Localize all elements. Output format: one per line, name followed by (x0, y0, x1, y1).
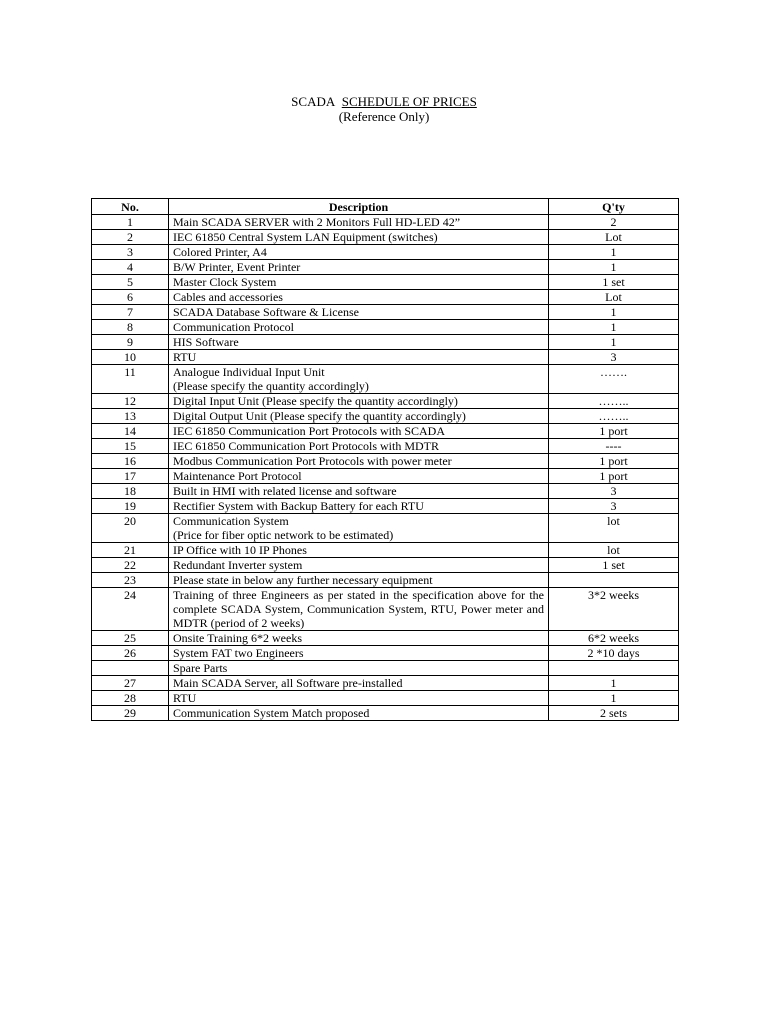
row-quantity: lot (549, 543, 679, 558)
row-quantity: 1 (549, 691, 679, 706)
row-description: B/W Printer, Event Printer (169, 260, 549, 275)
row-number: 14 (92, 424, 169, 439)
row-quantity: 3 (549, 499, 679, 514)
row-number: 17 (92, 469, 169, 484)
title-main: SCHEDULE OF PRICES (341, 94, 477, 109)
table-row (92, 484, 679, 499)
table-row (92, 424, 679, 439)
row-number: 7 (92, 305, 169, 320)
row-description: IP Office with 10 IP Phones (169, 543, 549, 558)
table-row (92, 215, 679, 230)
table-row (92, 499, 679, 514)
row-quantity: Lot (549, 290, 679, 305)
row-quantity: 6*2 weeks (549, 631, 679, 646)
table-header-row (92, 199, 679, 215)
title-block (0, 94, 768, 124)
row-number: 28 (92, 691, 169, 706)
row-description: Digital Output Unit (Please specify the quantity accordingly) (169, 409, 549, 424)
row-quantity: lot (549, 514, 679, 543)
header-qty: Q'ty (549, 199, 679, 215)
row-description: IEC 61850 Central System LAN Equipment (switches) (169, 230, 549, 245)
row-quantity: 1 (549, 335, 679, 350)
row-description: System FAT two Engineers (169, 646, 549, 661)
row-description: IEC 61850 Communication Port Protocols with MDTR (169, 439, 549, 454)
row-quantity (549, 573, 679, 588)
row-description: Colored Printer, A4 (169, 245, 549, 260)
row-description: Main SCADA SERVER with 2 Monitors Full HD-LED 42” (169, 215, 549, 230)
row-number: 8 (92, 320, 169, 335)
header-no: No. (92, 199, 169, 215)
row-quantity: 3 (549, 350, 679, 365)
row-quantity: 1 (549, 305, 679, 320)
title-prefix: SCADA (291, 94, 336, 109)
row-quantity: …….. (549, 394, 679, 409)
row-quantity: 3 (549, 484, 679, 499)
table-row (92, 454, 679, 469)
row-quantity: ---- (549, 439, 679, 454)
row-number: 12 (92, 394, 169, 409)
row-number: 4 (92, 260, 169, 275)
table-row (92, 335, 679, 350)
row-number: 6 (92, 290, 169, 305)
table-row (92, 558, 679, 573)
row-description: SCADA Database Software & License (169, 305, 549, 320)
row-number: 25 (92, 631, 169, 646)
row-number: 5 (92, 275, 169, 290)
header-description: Description (169, 199, 549, 215)
table-row (92, 588, 679, 631)
row-quantity: ……. (549, 365, 679, 394)
row-quantity: …….. (549, 409, 679, 424)
table-row (92, 409, 679, 424)
table-row (92, 230, 679, 245)
row-number: 10 (92, 350, 169, 365)
row-quantity: 3*2 weeks (549, 588, 679, 631)
row-quantity: 1 set (549, 275, 679, 290)
page-title (0, 94, 768, 109)
row-number: 24 (92, 588, 169, 631)
row-number: 13 (92, 409, 169, 424)
row-number: 3 (92, 245, 169, 260)
page-subtitle: (Reference Only) (338, 109, 430, 124)
row-number: 22 (92, 558, 169, 573)
row-number: 18 (92, 484, 169, 499)
row-number: 20 (92, 514, 169, 543)
row-description: IEC 61850 Communication Port Protocols with SCADA (169, 424, 549, 439)
row-number: 1 (92, 215, 169, 230)
row-number: 15 (92, 439, 169, 454)
row-description: Training of three Engineers as per stated in the specification above for the complete SCADA System, Communication System, RTU, Power meter and MDTR (period of 2 weeks) (169, 588, 549, 631)
row-quantity (549, 661, 679, 676)
table-row (92, 469, 679, 484)
row-quantity: 1 (549, 320, 679, 335)
row-number: 29 (92, 706, 169, 721)
row-description: RTU (169, 350, 549, 365)
table-row (92, 543, 679, 558)
row-quantity: 1 (549, 245, 679, 260)
row-quantity: 1 (549, 676, 679, 691)
table-row (92, 320, 679, 335)
row-number: 21 (92, 543, 169, 558)
table-row (92, 365, 679, 394)
table-row (92, 646, 679, 661)
row-description: Digital Input Unit (Please specify the quantity accordingly) (169, 394, 549, 409)
row-number: 16 (92, 454, 169, 469)
table-row (92, 290, 679, 305)
row-description: Communication Protocol (169, 320, 549, 335)
row-description: Built in HMI with related license and software (169, 484, 549, 499)
row-description: Please state in below any further necessary equipment (169, 573, 549, 588)
row-description: HIS Software (169, 335, 549, 350)
table-row (92, 514, 679, 543)
row-description: Maintenance Port Protocol (169, 469, 549, 484)
row-number: 9 (92, 335, 169, 350)
row-description: RTU (169, 691, 549, 706)
row-quantity: 1 set (549, 558, 679, 573)
row-description: Redundant Inverter system (169, 558, 549, 573)
row-description: Communication System (Price for fiber optic network to be estimated) (169, 514, 549, 543)
row-number: 27 (92, 676, 169, 691)
table-row (92, 661, 679, 676)
row-description: Spare Parts (169, 661, 549, 676)
row-description: Master Clock System (169, 275, 549, 290)
table-row (92, 350, 679, 365)
row-number: 26 (92, 646, 169, 661)
row-quantity: Lot (549, 230, 679, 245)
row-description: Main SCADA Server, all Software pre-installed (169, 676, 549, 691)
row-number: 2 (92, 230, 169, 245)
row-number (92, 661, 169, 676)
table-row (92, 631, 679, 646)
table-row (92, 275, 679, 290)
row-quantity: 1 port (549, 469, 679, 484)
row-number: 19 (92, 499, 169, 514)
row-number: 11 (92, 365, 169, 394)
table-row (92, 394, 679, 409)
table-body (92, 215, 679, 721)
table-row (92, 305, 679, 320)
row-description: Onsite Training 6*2 weeks (169, 631, 549, 646)
row-quantity: 1 port (549, 454, 679, 469)
row-quantity: 1 (549, 260, 679, 275)
table-row (92, 676, 679, 691)
table-row (92, 691, 679, 706)
table-row (92, 439, 679, 454)
table-row (92, 245, 679, 260)
row-quantity: 2 *10 days (549, 646, 679, 661)
row-description: Rectifier System with Backup Battery for each RTU (169, 499, 549, 514)
row-number: 23 (92, 573, 169, 588)
row-quantity: 2 sets (549, 706, 679, 721)
row-quantity: 2 (549, 215, 679, 230)
table-row (92, 573, 679, 588)
row-description: Analogue Individual Input Unit (Please specify the quantity accordingly) (169, 365, 549, 394)
row-description: Communication System Match proposed (169, 706, 549, 721)
table-row (92, 706, 679, 721)
table-row (92, 260, 679, 275)
price-schedule-table (91, 198, 679, 721)
row-description: Modbus Communication Port Protocols with power meter (169, 454, 549, 469)
row-description: Cables and accessories (169, 290, 549, 305)
row-quantity: 1 port (549, 424, 679, 439)
